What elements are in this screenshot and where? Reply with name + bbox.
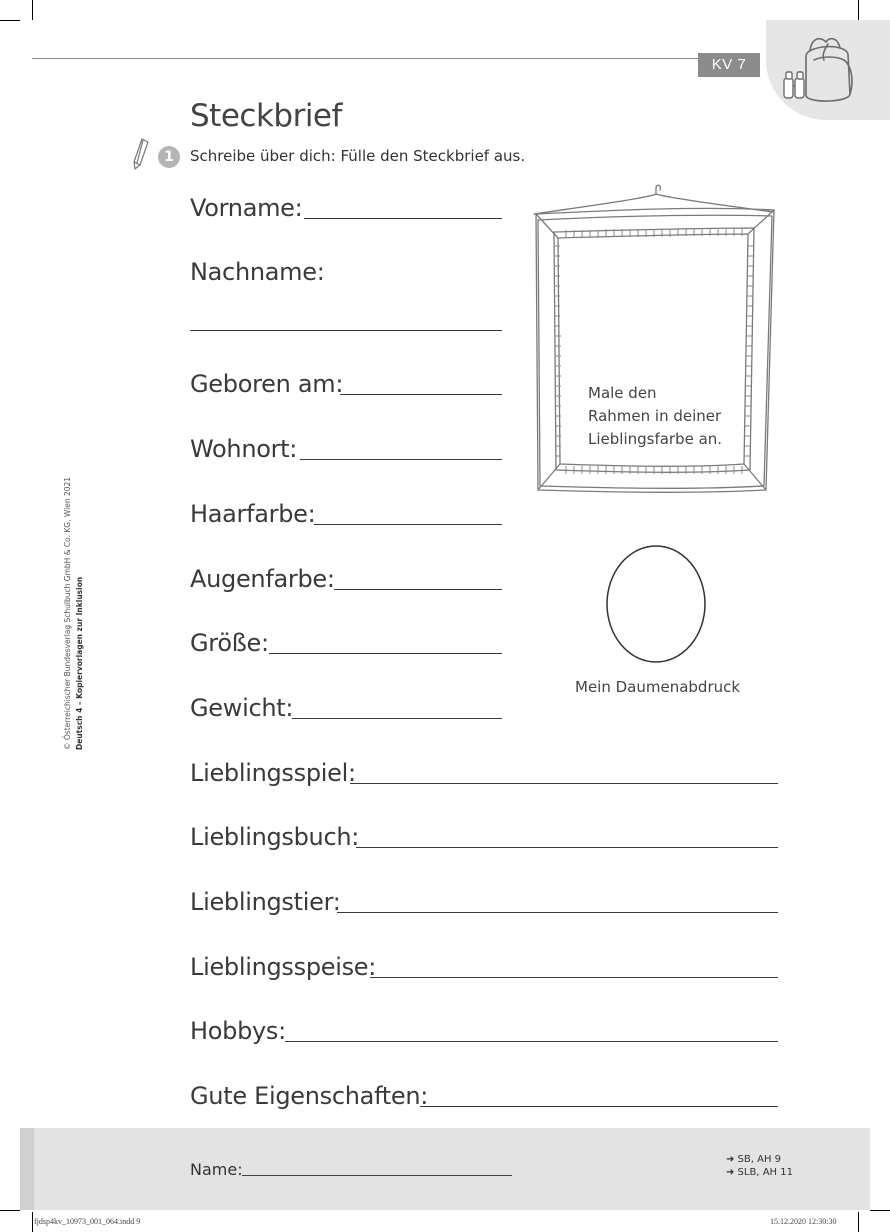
header-rule xyxy=(32,58,732,59)
crop-mark xyxy=(32,0,33,20)
field-line-lieblingsspiel[interactable] xyxy=(350,783,778,784)
field-label-nachname: Nachname: xyxy=(190,258,325,286)
field-line-haarfarbe[interactable] xyxy=(314,524,502,525)
field-line-wohnort[interactable] xyxy=(300,459,502,460)
field-label-lieblingsbuch: Lieblingsbuch: xyxy=(190,823,360,851)
field-line-augenfarbe[interactable] xyxy=(334,589,502,590)
crop-mark xyxy=(858,1212,859,1232)
pencil-icon xyxy=(132,137,152,171)
field-line-hobbys[interactable] xyxy=(285,1041,778,1042)
frame-caption: Male den Rahmen in deiner Lieblingsfarbe an. xyxy=(588,384,723,448)
field-label-wohnort: Wohnort: xyxy=(190,435,298,463)
print-timestamp: 15.12.2020 12:30:30 xyxy=(770,1217,837,1226)
reference-sb: ➜ SB, AH 9 xyxy=(726,1154,782,1165)
field-label-groesse: Größe: xyxy=(190,629,269,657)
field-label-vorname: Vorname: xyxy=(190,194,303,222)
crop-mark xyxy=(32,1212,33,1232)
task-number: 1 xyxy=(158,146,180,168)
field-label-augenfarbe: Augenfarbe: xyxy=(190,565,335,593)
field-line-geboren[interactable] xyxy=(340,394,502,395)
footer-strip xyxy=(20,1128,34,1210)
field-line-groesse[interactable] xyxy=(269,653,502,654)
footer xyxy=(20,1128,870,1210)
reference-slb: ➜ SLB, AH 11 xyxy=(726,1167,793,1178)
backpack-icon xyxy=(766,20,890,120)
field-label-geboren: Geboren am: xyxy=(190,370,344,398)
thumbprint-caption: Mein Daumenabdruck xyxy=(575,678,741,696)
field-label-haarfarbe: Haarfarbe: xyxy=(190,500,316,528)
crop-mark xyxy=(858,0,859,20)
print-file-slug: fjdsp4kv_10973_001_064.indd 9 xyxy=(34,1217,141,1226)
copyright-note: © Österreichischer Bundesverlag Schulbuch GmbH & Co. KG, Wien 2021 Deutsch 4 – Kopiervorlagen zur Inklusion xyxy=(63,476,84,750)
field-label-hobbys: Hobbys: xyxy=(190,1017,286,1045)
field-line-eigenschaften[interactable] xyxy=(420,1106,778,1107)
page-title: Steckbrief xyxy=(190,98,342,134)
name-line[interactable] xyxy=(242,1175,512,1176)
field-label-eigenschaften: Gute Eigenschaften: xyxy=(190,1082,429,1110)
field-line-lieblingsbuch[interactable] xyxy=(356,847,778,848)
crop-mark xyxy=(0,20,20,21)
field-label-lieblingsspeise: Lieblingsspeise: xyxy=(190,953,377,981)
field-line-vorname[interactable] xyxy=(304,218,502,219)
header-corner xyxy=(766,20,890,120)
crop-mark xyxy=(0,1210,20,1211)
field-line-gewicht[interactable] xyxy=(292,718,502,719)
field-label-lieblingsspiel: Lieblingsspiel: xyxy=(190,759,356,787)
field-label-gewicht: Gewicht: xyxy=(190,694,294,722)
thumbprint-oval[interactable] xyxy=(604,544,708,666)
name-label: Name: xyxy=(190,1160,243,1179)
field-label-lieblingstier: Lieblingstier: xyxy=(190,888,341,916)
field-line-lieblingstier[interactable] xyxy=(337,912,778,913)
crop-mark xyxy=(870,1210,890,1211)
task-instruction: Schreibe über dich: Fülle den Steckbrief aus. xyxy=(190,147,526,165)
field-line-lieblingsspeise[interactable] xyxy=(370,977,778,978)
field-line-nachname[interactable] xyxy=(190,330,502,331)
kv-badge: KV 7 xyxy=(698,53,760,77)
